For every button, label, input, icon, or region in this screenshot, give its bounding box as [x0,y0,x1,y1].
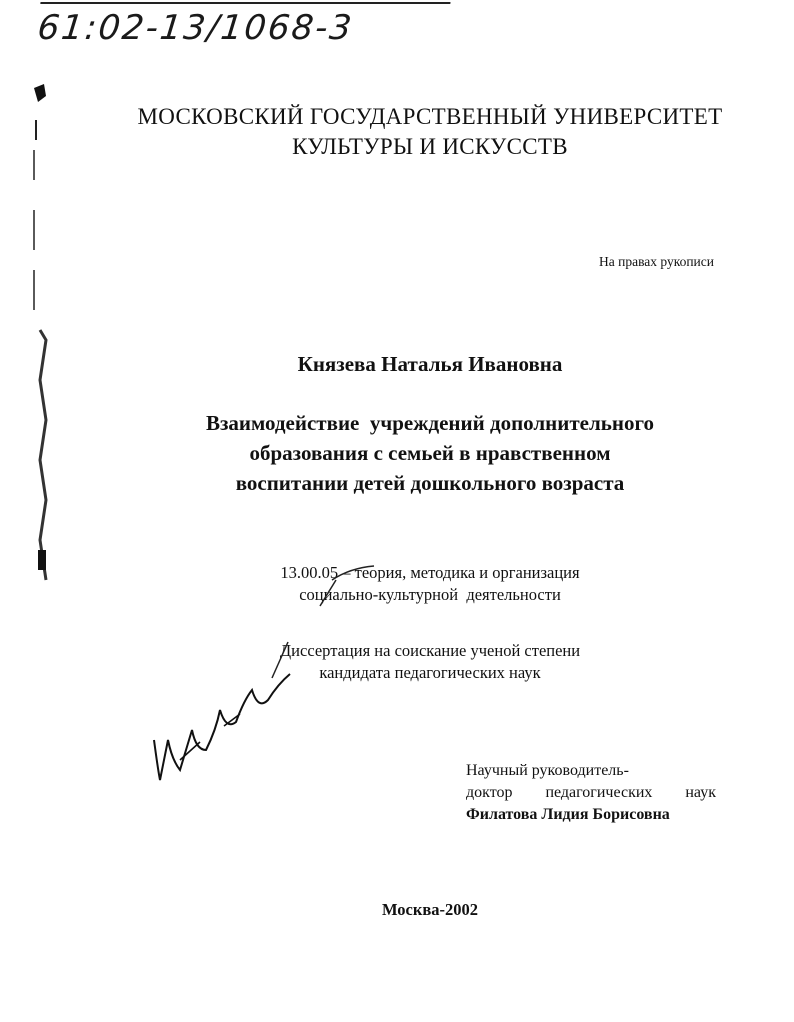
title-line-3: воспитании детей дошкольного возраста [235,471,625,495]
city-year: Москва-2002 [381,900,479,919]
title-line-1: Взаимодействие учреждений дополнительного [205,411,655,435]
scientific-supervisor [466,760,716,826]
supervisor-degree-word: наук [685,784,716,801]
title-line-2: образования с семьей в нравственном [249,441,611,465]
university-line-2: КУЛЬТУРЫ И ИСКУССТВ [292,134,568,159]
supervisor-name: Филатова Лидия Борисовна [466,806,670,823]
specialty-line-2: социально-культурной деятельности [299,585,561,604]
specialty-code [200,562,660,606]
supervisor-degree [466,782,716,804]
handwritten-signature [140,670,320,800]
scan-mark-block [38,550,46,570]
degree-line-2: кандидата педагогических наук [319,663,541,682]
dissertation-title [100,408,760,498]
scan-mark-blot [34,84,46,102]
author-name: Князева Наталья Ивановна [297,352,563,376]
supervisor-role: Научный руководитель- [466,762,629,779]
supervisor-degree-word: доктор [466,784,513,801]
manuscript-rights-note: На правах рукописи [598,254,714,269]
supervisor-degree-word: педагогических [545,784,653,801]
archive-code-handwritten: 61:02-13/1068-3 [35,2,450,50]
university-name [120,102,740,162]
degree-line-1: Диссертация на соискание ученой степени [279,641,581,660]
university-line-1: МОСКОВСКИЙ ГОСУДАРСТВЕННЫЙ УНИВЕРСИТЕТ [137,104,723,129]
specialty-line-1: 13.00.05 – теория, методика и организация [280,563,580,582]
pen-strike-mark [312,578,342,608]
scan-margin-marks [26,80,56,680]
